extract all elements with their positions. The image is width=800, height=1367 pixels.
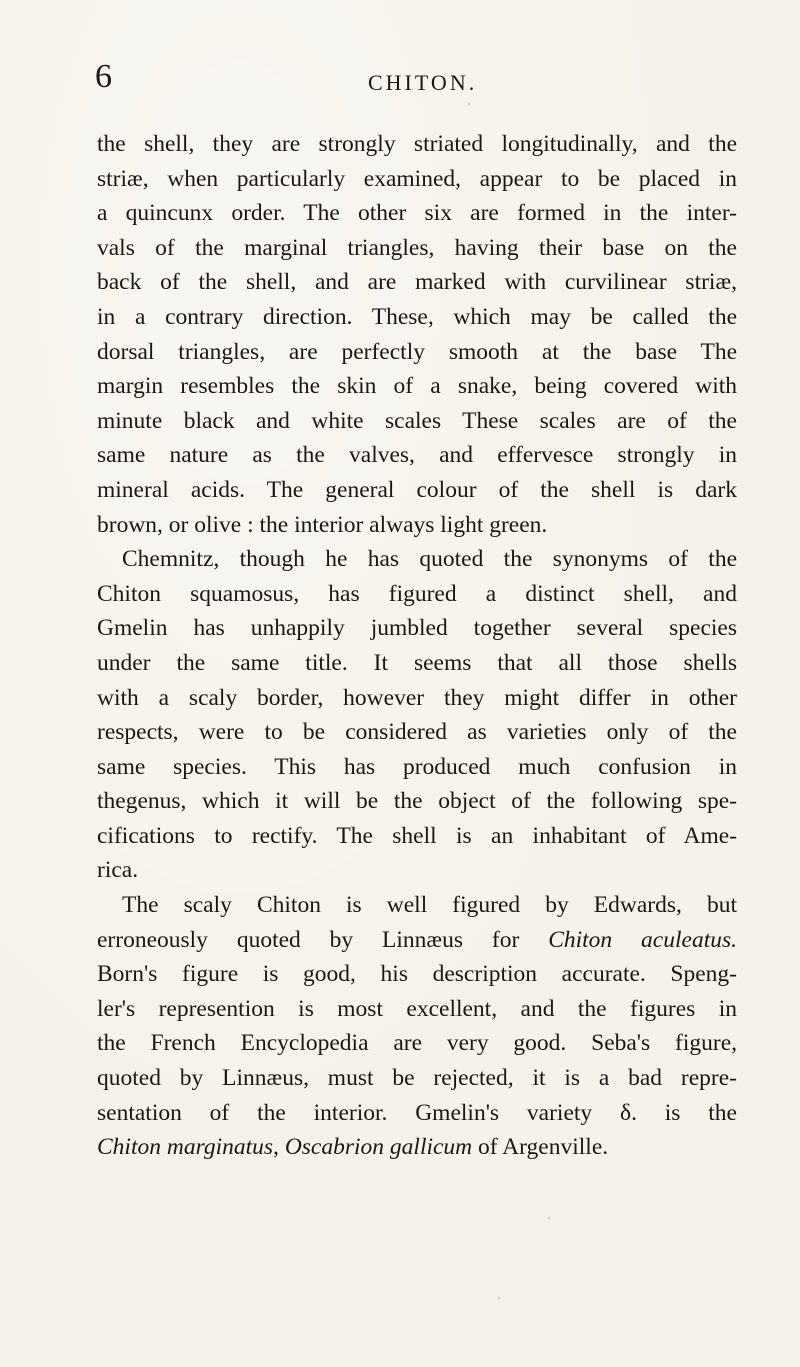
text-line: in a contrary direction. These, which may be called the — [97, 303, 737, 330]
text-line: same species. This has produced much confusion in — [97, 753, 737, 780]
page-number: 6 — [95, 58, 112, 95]
italic-species-name: Oscabrion gallicum — [284, 1134, 473, 1161]
text-line — [97, 923, 737, 958]
text-line: Gmelin has unhappily jumbled together several species — [97, 615, 737, 642]
text-line: same nature as the valves, and effervesce strongly in — [97, 442, 737, 469]
text-line: Chiton squamosus, has figured a distinct shell, and — [97, 580, 737, 607]
paper-speck — [468, 103, 470, 105]
text-line: the French Encyclopedia are very good. Seba's figure, — [97, 1030, 737, 1057]
text-line: respects, were to be considered as varieties only of the — [97, 719, 737, 746]
text-line: back of the shell, and are marked with curvilinear striæ, — [97, 269, 737, 296]
paragraph-start-line: Chemnitz, though he has quoted the synonyms of the — [122, 546, 737, 573]
text-line: the shell, they are strongly striated longitudinally, and the — [97, 131, 737, 157]
text-line — [97, 1130, 737, 1165]
paragraph-start-line: The scaly Chiton is well figured by Edwards, but — [122, 892, 737, 919]
text-line: mineral acids. The general colour of the shell is dark — [97, 476, 737, 503]
paper-speck — [548, 1217, 550, 1219]
text-line: margin resembles the skin of a snake, being covered with — [97, 373, 737, 400]
text-line: vals of the marginal triangles, having their base on the — [97, 234, 737, 261]
text-line: quoted by Linnæus, must be rejected, it is a bad repre- — [97, 1065, 737, 1092]
paper-speck — [498, 1297, 500, 1299]
text-line: rica. — [97, 857, 139, 884]
text-line: under the same title. It seems that all those shells — [97, 649, 737, 676]
text-line: striæ, when particularly examined, appear to be placed in — [97, 165, 737, 192]
text-line: with a scaly border, however they might differ in other — [97, 684, 737, 711]
text-line: sentation of the interior. Gmelin's variety δ. is the — [97, 1099, 737, 1126]
text-line: thegenus, which it will be the object of the following spe- — [97, 788, 737, 815]
text-run: erroneously quoted by Linnæus for — [97, 926, 549, 953]
text-line: minute black and white scales These scales are of the — [97, 407, 737, 434]
text-line: a quincunx order. The other six are formed in the inter- — [97, 200, 737, 227]
running-head: CHITON. — [368, 70, 478, 95]
text-line: dorsal triangles, are perfectly smooth at the base The — [97, 338, 737, 365]
text-run: of Argenville. — [472, 1134, 609, 1161]
text-line: brown, or olive : the interior always light green. — [97, 511, 548, 538]
italic-species-name: Chiton marginatus, — [97, 1134, 279, 1161]
body-text — [97, 127, 737, 1165]
text-line: Born's figure is good, his description accurate. Speng- — [97, 961, 737, 988]
text-line: cifications to rectify. The shell is an inhabitant of Ame- — [97, 822, 737, 849]
italic-species-name: Chiton aculeatus. — [548, 926, 737, 953]
text-line: ler's represention is most excellent, and the figures in — [97, 995, 737, 1022]
